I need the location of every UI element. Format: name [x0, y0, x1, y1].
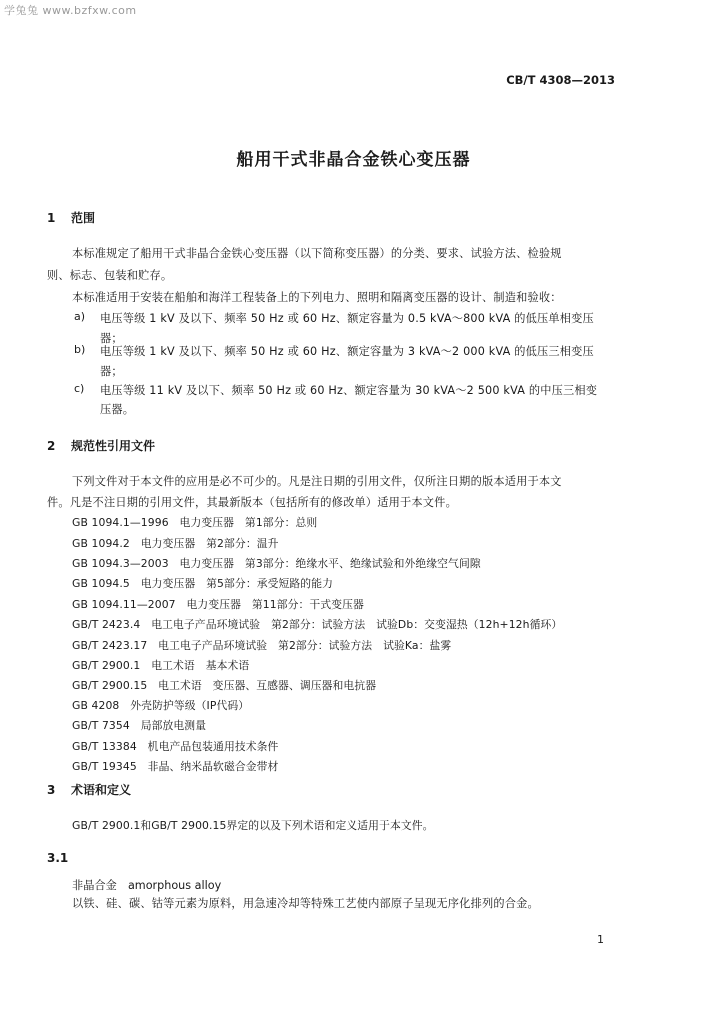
list-item-text: 电压等级 1 kV 及以下、频率 50 Hz 或 60 Hz、额定容量为 3 kVA～2 000 kVA 的低压三相变压 [100, 345, 594, 358]
list-item-text: 器； [100, 365, 123, 378]
list-item-text: 电压等级 1 kV 及以下、频率 50 Hz 或 60 Hz、额定容量为 0.5 kVA～800 kVA 的低压单相变压 [100, 312, 594, 325]
section-3-heading [47, 781, 131, 798]
reference-item: GB/T 2423.4 电工电子产品环境试验 第2部分：试验方法 试验Db：交变湿热（12h+12h循环） [72, 618, 563, 631]
term-heading: 非晶合金 amorphous alloy [72, 879, 222, 892]
section-title: 范围 [71, 211, 96, 225]
list-item-text: 器； [100, 332, 123, 345]
reference-item: GB/T 13384 机电产品包装通用技术条件 [72, 740, 279, 753]
section-title: 术语和定义 [71, 783, 132, 797]
reference-item: GB 1094.2 电力变压器 第2部分：温升 [72, 537, 279, 550]
references-intro-line-2: 件。凡是不注日期的引用文件，其最新版本（包括所有的修改单）适用于本文件。 [47, 496, 457, 509]
section-number: 2 [47, 439, 56, 453]
document-title: 船用干式非晶合金铁心变压器 [236, 150, 471, 170]
section-title: 规范性引用文件 [71, 439, 156, 453]
reference-item: GB/T 2900.15 电工术语 变压器、互感器、调压器和电抗器 [72, 679, 377, 692]
reference-item: GB 1094.5 电力变压器 第5部分：承受短路的能力 [72, 577, 333, 590]
scope-paragraph-line-2: 则、标志、包装和贮存。 [47, 269, 173, 282]
term-number: 3.1 [47, 851, 69, 865]
reference-item: GB 1094.3—2003 电力变压器 第3部分：绝缘水平、绝缘试验和外绝缘空气间隙 [72, 557, 481, 570]
section-number: 3 [47, 783, 56, 797]
list-item-text: 电压等级 11 kV 及以下、频率 50 Hz 或 60 Hz、额定容量为 30 kVA～2 500 kVA 的中压三相变 [100, 384, 598, 397]
list-item-label: a) [74, 310, 86, 323]
scope-paragraph-line-1: 本标准规定了船用干式非晶合金铁心变压器（以下简称变压器）的分类、要求、试验方法、检验规 [72, 247, 562, 260]
reference-item: GB 4208 外壳防护等级（IP代码） [72, 699, 250, 712]
reference-item: GB/T 19345 非晶、纳米晶软磁合金带材 [72, 760, 279, 773]
section-number: 1 [47, 211, 56, 225]
reference-item: GB 1094.11—2007 电力变压器 第11部分：干式变压器 [72, 598, 364, 611]
references-intro-line-1: 下列文件对于本文件的应用是必不可少的。凡是注日期的引用文件，仅所注日期的版本适用于本文 [72, 475, 562, 488]
term-definition: 以铁、硅、碳、钴等元素为原料，用急速冷却等特殊工艺使内部原子呈现无序化排列的合金。 [72, 897, 539, 910]
reference-item: GB/T 2423.17 电工电子产品环境试验 第2部分：试验方法 试验Ka：盐雾 [72, 639, 452, 652]
scope-applicability-paragraph: 本标准适用于安装在船舶和海洋工程装备上的下列电力、照明和隔离变压器的设计、制造和验收： [72, 291, 562, 304]
section-1-heading [47, 209, 95, 226]
list-item-label: c) [74, 382, 85, 395]
list-item-text: 压器。 [100, 403, 135, 416]
list-item-label: b) [74, 343, 86, 356]
terms-intro-paragraph: GB/T 2900.1和GB/T 2900.15界定的以及下列术语和定义适用于本文件。 [72, 819, 434, 832]
watermark: 学兔兔 www.bzfxw.com [4, 4, 137, 17]
section-2-heading [47, 437, 155, 454]
document-code: CB/T 4308—2013 [506, 73, 615, 87]
reference-item: GB/T 2900.1 电工术语 基本术语 [72, 659, 250, 672]
reference-item: GB/T 7354 局部放电测量 [72, 719, 207, 732]
page-number: 1 [597, 933, 604, 946]
reference-item: GB 1094.1—1996 电力变压器 第1部分：总则 [72, 516, 318, 529]
